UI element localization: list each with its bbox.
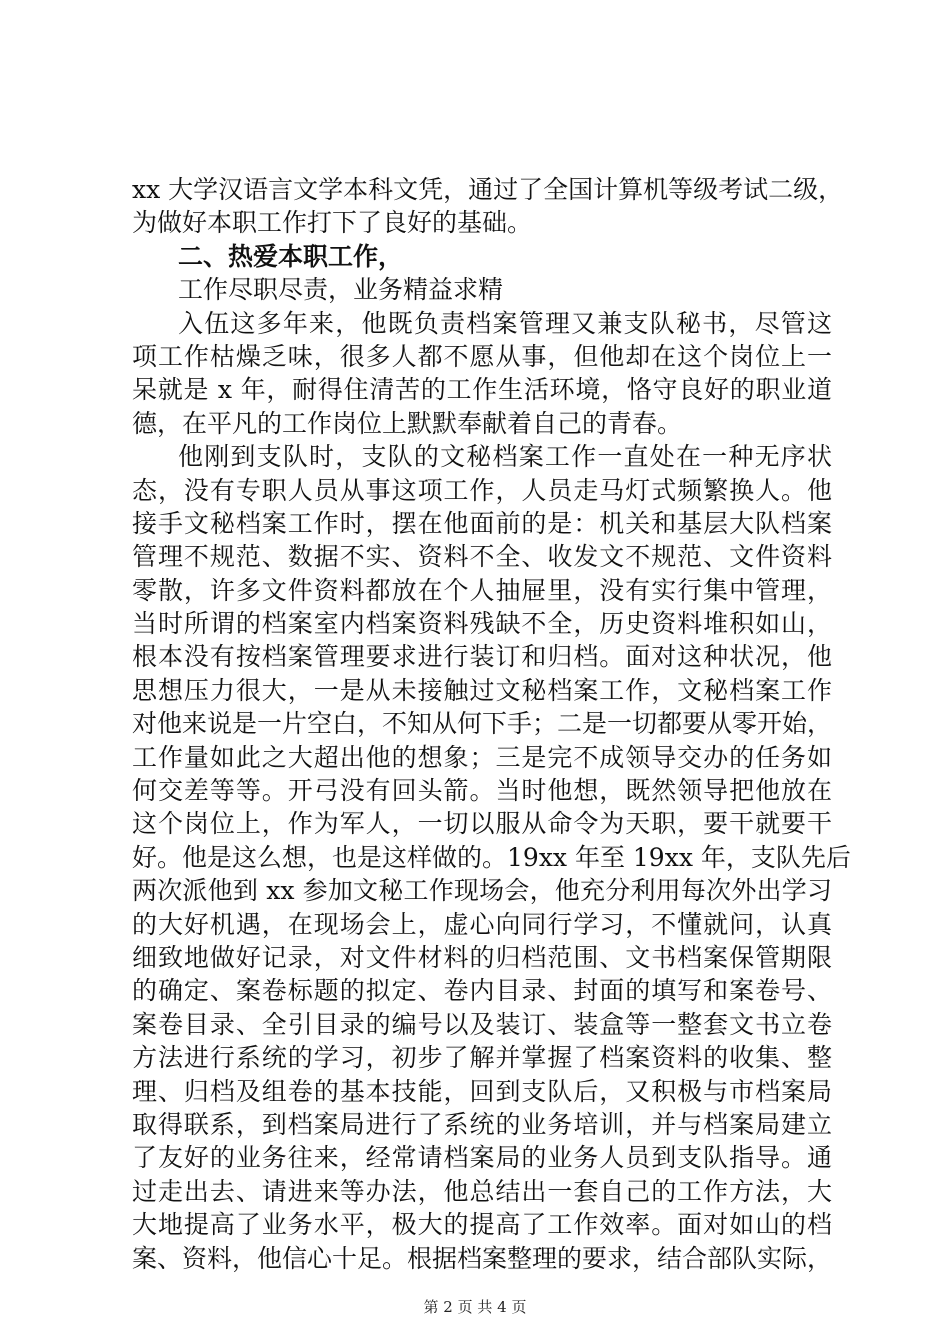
paragraph-line: 当时所谓的档案室内档案资料残缺不全，历史资料堆积如山， (132, 609, 832, 639)
paragraph-line: 接手文秘档案工作时，摆在他面前的是：机关和基层大队档案 (132, 508, 832, 538)
paragraph-line: 呆就是 x 年，耐得住清苦的工作生活环境，恪守良好的职业道 (132, 375, 832, 405)
paragraph-line: 细致地做好记录，对文件材料的归档范围、文书档案保管期限 (132, 942, 832, 972)
paragraph-line: 思想压力很大，一是从未接触过文秘档案工作，文秘档案工作 (132, 675, 832, 705)
paragraph-line: 对他来说是一片空白，不知从何下手；二是一切都要从零开始， (132, 709, 833, 739)
paragraph-line: 根本没有按档案管理要求进行装订和归档。面对这种状况，他 (132, 642, 832, 672)
paragraph-line: 两次派他到 xx 参加文秘工作现场会，他充分利用每次外出学习 (132, 876, 832, 906)
paragraph-line: 的大好机遇，在现场会上，虚心向同行学习，不懂就问，认真 (132, 909, 832, 939)
paragraph-line: 案卷目录、全引目录的编号以及装订、装盒等一整套文书立卷 (132, 1009, 832, 1039)
paragraph-line: xx 大学汉语言文学本科文凭，通过了全国计算机等级考试二级， (132, 175, 844, 204)
paragraph-line: 案、资料，他信心十足。根据档案整理的要求，结合部队实际， (132, 1243, 833, 1273)
paragraph-first-line: 他刚到支队时，支队的文秘档案工作一直处在一种无序状 (178, 442, 832, 472)
paragraph-line: 态，没有专职人员从事这项工作，人员走马灯式频繁换人。他 (132, 475, 832, 505)
paragraph-line: 方法进行系统的学习，初步了解并掌握了档案资料的收集、整 (132, 1043, 832, 1073)
paragraph-first-line: 入伍这多年来，他既负责档案管理又兼支队秘书，尽管这 (178, 308, 832, 338)
document-body (132, 173, 851, 1275)
paragraph-line: 的确定、案卷标题的拟定、卷内目录、封面的填写和案卷号、 (132, 976, 832, 1006)
paragraph-line: 理、归档及组卷的基本技能，回到支队后，又积极与市档案局 (132, 1076, 832, 1106)
paragraph-last-line: 为做好本职工作打下了良好的基础。 (132, 208, 533, 238)
paragraph-line: 项工作枯燥乏味，很多人都不愿从事，但他却在这个岗位上一 (132, 341, 832, 371)
paragraph-line: 过走出去、请进来等办法，他总结出一套自己的工作方法，大 (132, 1176, 832, 1206)
subheading-line: 工作尽职尽责，业务精益求精 (178, 275, 504, 305)
paragraph-line: 大地提高了业务水平，极大的提高了工作效率。面对如山的档 (132, 1210, 832, 1240)
paragraph-line: 零散，许多文件资料都放在个人抽屉里，没有实行集中管理， (132, 575, 832, 605)
paragraph-line: 这个岗位上，作为军人，一切以服从命令为天职，要干就要干 (132, 809, 832, 839)
paragraph-line: 工作量如此之大超出他的想象；三是完不成领导交办的任务如 (132, 742, 832, 772)
section-heading: 二、热爱本职工作， (178, 241, 404, 271)
paragraph-line: 管理不规范、数据不实、资料不全、收发文不规范、文件资料 (132, 542, 832, 572)
page-footer: 第 2 页 共 4 页 (423, 1298, 527, 1316)
paragraph-line: 好。他是这么想，也是这样做的。19xx 年至 19xx 年，支队先后 (132, 842, 851, 872)
paragraph-line: 何交差等等。开弓没有回头箭。当时他想，既然领导把他放在 (132, 776, 832, 806)
paragraph-line: 取得联系，到档案局进行了系统的业务培训，并与档案局建立 (132, 1109, 832, 1139)
paragraph-last-line: 德，在平凡的工作岗位上默默奉献着自己的青春。 (132, 408, 683, 438)
paragraph-line: 了友好的业务往来，经常请档案局的业务人员到支队指导。通 (132, 1143, 832, 1173)
